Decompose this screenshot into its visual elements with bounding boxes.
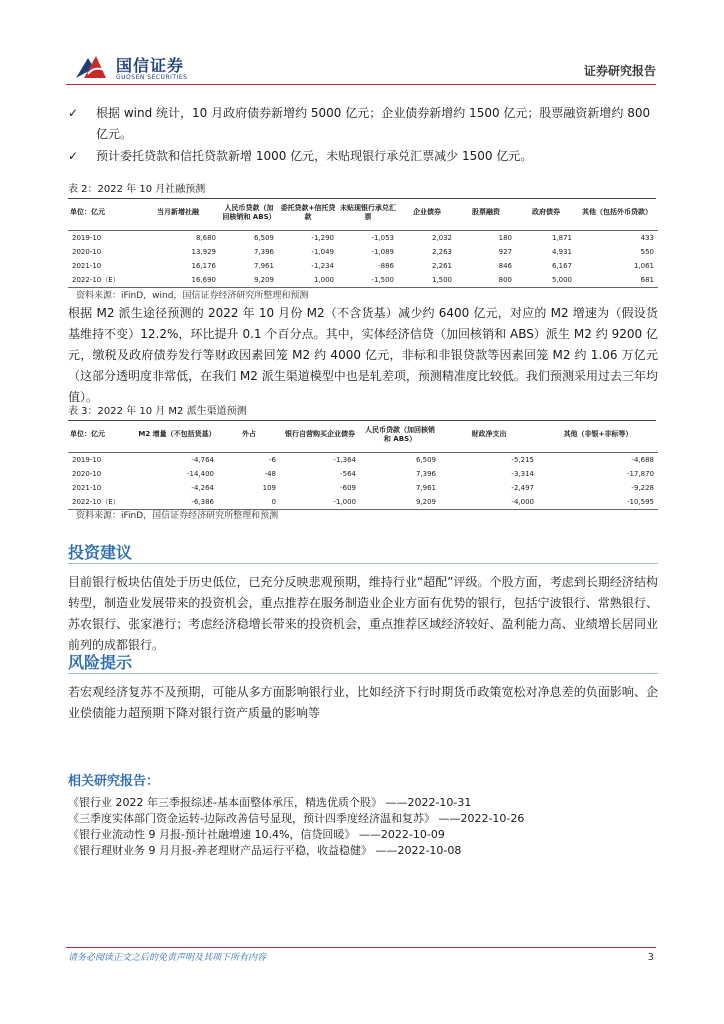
table3-header: 人民币贷款（加回核销和 ABS） <box>360 418 440 452</box>
table3-header: 财政净支出 <box>440 418 538 452</box>
table-cell: 7,961 <box>415 483 436 492</box>
table-cell: 9,209 <box>220 273 278 288</box>
table-cell: -4,264 <box>191 483 214 492</box>
check-icon: ✓ <box>68 149 79 163</box>
table-row <box>68 481 658 495</box>
table-cell: 846 <box>498 261 512 270</box>
table-cell: 2019-10 <box>72 455 102 464</box>
table-cell: -1,000 <box>280 495 360 510</box>
table2-header: 委托贷款+信托贷款 <box>278 196 338 230</box>
related-report-link[interactable]: 《三季度实体部门资金运转-边际改善信号显现，预计四季度经济温和复苏》 ——2022-10-26 <box>68 812 525 825</box>
table-cell: 2021-10 <box>72 483 102 492</box>
bullet-item <box>68 103 658 145</box>
table-cell: -2,497 <box>511 483 534 492</box>
guosen-logo-icon <box>74 52 108 82</box>
table3-header: 外占 <box>218 418 280 452</box>
table-cell: -1,053 <box>371 233 394 242</box>
table2-header: 政府债券 <box>516 196 576 230</box>
table-cell: 2020-10 <box>72 247 102 256</box>
table-cell: -4,000 <box>440 495 538 510</box>
table-cell: 2,263 <box>431 247 452 256</box>
table2-caption: 表 2：2022 年 10 月社融预测 <box>68 180 656 199</box>
bullet-text: 预计委托贷款和信托贷款新增 1000 亿元，未贴现银行承兑汇票减少 1500 亿元。 <box>96 149 533 163</box>
table-cell: 16,176 <box>191 261 216 270</box>
table-cell: 180 <box>498 233 512 242</box>
table2-header: 单位：亿元 <box>68 196 136 230</box>
table-row <box>68 495 658 510</box>
table-cell: 4,931 <box>551 247 572 256</box>
related-report-link[interactable]: 《银行业流动性 9 月报-预计社融增速 10.4%，信贷回暖》 ——2022-10-09 <box>68 828 445 841</box>
table-cell: -1,364 <box>333 455 356 464</box>
header-divider <box>66 84 656 85</box>
table2-header: 其他（包括外币贷款） <box>576 196 658 230</box>
invest-paragraph: 目前银行板块估值处于历史低位，已充分反映悲观预期，维持行业“超配”评级。个股方面，考虑到长期经济结构转型，制造业发展带来的投资机会，重点推荐在服务制造业企业方面有优势的银行，包括宁波银行、常熟银行、苏农银行、张家港行；考虑经济稳增长带来的投资机会，重点推荐区域经济较好、盈利能力高、业绩增长居同业前列的成都银行。 <box>68 575 658 652</box>
table-cell: 6,509 <box>415 455 436 464</box>
table-cell: 550 <box>640 247 654 256</box>
table3-caption: 表 3：2022 年 10 月 M2 派生渠道预测 <box>68 402 656 421</box>
section-divider <box>68 563 658 564</box>
table-cell: 6,167 <box>551 261 572 270</box>
table-cell: 2019-10 <box>72 233 102 242</box>
related-report-link[interactable]: 《银行业 2022 年三季报综述-基本面整体承压，精选优质个股》 ——2022-10-31 <box>68 796 472 809</box>
logo-name-cn: 国信证券 <box>116 56 185 75</box>
table-cell: 109 <box>262 483 276 492</box>
table-cell: -48 <box>264 469 276 478</box>
table-cell: -1,500 <box>338 273 398 288</box>
table-cell: -1,089 <box>371 247 394 256</box>
table-row <box>68 467 658 481</box>
table3-m2-channels <box>68 418 658 510</box>
table2-header: 未贴现银行承兑汇票 <box>338 196 398 230</box>
table-cell: 13,929 <box>191 247 216 256</box>
risk-paragraph: 若宏观经济复苏不及预期，可能从多方面影响银行业，比如经济下行时期货币政策宽松对净息差的负面影响、企业偿债能力超预期下降对银行资产质量的影响等 <box>68 685 658 720</box>
table-cell: 8,680 <box>195 233 216 242</box>
table-cell: -14,400 <box>186 469 214 478</box>
related-reports-title: 相关研究报告： <box>68 774 160 789</box>
check-icon: ✓ <box>68 106 79 120</box>
table-row <box>68 273 658 288</box>
table-cell: -6,386 <box>136 495 218 510</box>
table-cell: 433 <box>640 233 654 242</box>
table-cell: 6,509 <box>253 233 274 242</box>
table-cell: -6 <box>269 455 276 464</box>
footer-disclaimer: 请务必阅读正文之后的免责声明及其项下所有内容 <box>68 953 267 963</box>
table3-header: 其他（非银+非标等） <box>538 418 658 452</box>
footer-divider <box>66 947 656 948</box>
table-cell: 7,396 <box>253 247 274 256</box>
table-cell: -1,049 <box>311 247 334 256</box>
table-cell: -564 <box>340 469 356 478</box>
table-cell: -886 <box>378 261 394 270</box>
table-cell: 1,061 <box>633 261 654 270</box>
table-cell: 5,000 <box>516 273 576 288</box>
m2-forecast-paragraph: 根据 M2 派生途径预测的 2022 年 10 月份 M2（不含货基）减少约 6400 亿元，对应的 M2 增速为（假设货基维持不变）12.2%，环比提升 0.1 个百分点。其中，实体经济信贷（加回核销和 ABS）派生 M2 约 9200 亿元，缴税及政府债券发行等财政因素回笼 M2 约 4000 亿元，非标和非银贷款等因素回笼 M2 约 1.06 万亿元（这部分透明度非常低，在我们 M2 派生渠道模型中也是轧差项，预测精准度比较低。我们预测采用过去三年均值）。 <box>68 306 658 404</box>
bullet-item <box>68 146 658 167</box>
table-cell: -1,234 <box>311 261 334 270</box>
table-cell: 7,961 <box>253 261 274 270</box>
table-cell: 2,032 <box>431 233 452 242</box>
related-report-link[interactable]: 《银行理财业务 9 月月报-养老理财产品运行平稳，收益稳健》 ——2022-10-08 <box>68 844 462 857</box>
table-cell: 1,000 <box>278 273 338 288</box>
table-cell: 800 <box>456 273 516 288</box>
logo-name-en: GUOSEN SECURITIES <box>116 74 188 81</box>
table-cell: 681 <box>576 273 658 288</box>
table-row <box>68 230 658 245</box>
table-cell: -17,870 <box>626 469 654 478</box>
bullet-text: 根据 wind 统计，10 月政府债券新增约 5000 亿元；企业债券新增约 1500 亿元；股票融资新增约 800 亿元。 <box>96 106 651 141</box>
table-cell: -1,290 <box>311 233 334 242</box>
invest-section-title: 投资建议 <box>68 543 133 562</box>
table2-header: 股票融资 <box>456 196 516 230</box>
table3-header: 单位：亿元 <box>68 418 136 452</box>
table-cell: 9,209 <box>360 495 440 510</box>
table-cell: 2022-10（E） <box>68 495 136 510</box>
table-cell: 0 <box>218 495 280 510</box>
table-cell: -9,228 <box>631 483 654 492</box>
table-cell: -10,595 <box>538 495 658 510</box>
table2-header: 人民币贷款（加回核销和 ABS） <box>220 196 278 230</box>
table-cell: -609 <box>340 483 356 492</box>
table-cell: 2020-10 <box>72 469 102 478</box>
table3-source: 资料来源：iFinD，国信证券经济研究所整理和预测 <box>76 511 279 521</box>
table-cell: 7,396 <box>415 469 436 478</box>
table-cell: 2021-10 <box>72 261 102 270</box>
table2-social-financing <box>68 196 658 288</box>
section-divider <box>68 673 658 674</box>
table-cell: -5,215 <box>511 455 534 464</box>
table2-source: 资料来源：iFinD，wind，国信证券经济研究所整理和预测 <box>76 291 309 301</box>
table-cell: -4,688 <box>631 455 654 464</box>
table-row <box>68 452 658 467</box>
table-cell: 927 <box>498 247 512 256</box>
table-cell: 1,500 <box>398 273 456 288</box>
table-cell: -4,764 <box>191 455 214 464</box>
table-row <box>68 259 658 273</box>
table2-header: 当月新增社融 <box>136 196 220 230</box>
page-number: 3 <box>647 952 654 963</box>
table-cell: -3,314 <box>511 469 534 478</box>
table-cell: 1,871 <box>551 233 572 242</box>
table-cell: 16,690 <box>136 273 220 288</box>
table3-header: M2 增量（不包括货基） <box>136 418 218 452</box>
table-row <box>68 245 658 259</box>
table-cell: 2,261 <box>431 261 452 270</box>
risk-section-title: 风险提示 <box>68 653 133 672</box>
report-type-label: 证券研究报告 <box>583 64 656 78</box>
table-cell: 2022-10（E） <box>68 273 136 288</box>
table3-header: 银行自营购买企业债券 <box>280 418 360 452</box>
table2-header: 企业债券 <box>398 196 456 230</box>
